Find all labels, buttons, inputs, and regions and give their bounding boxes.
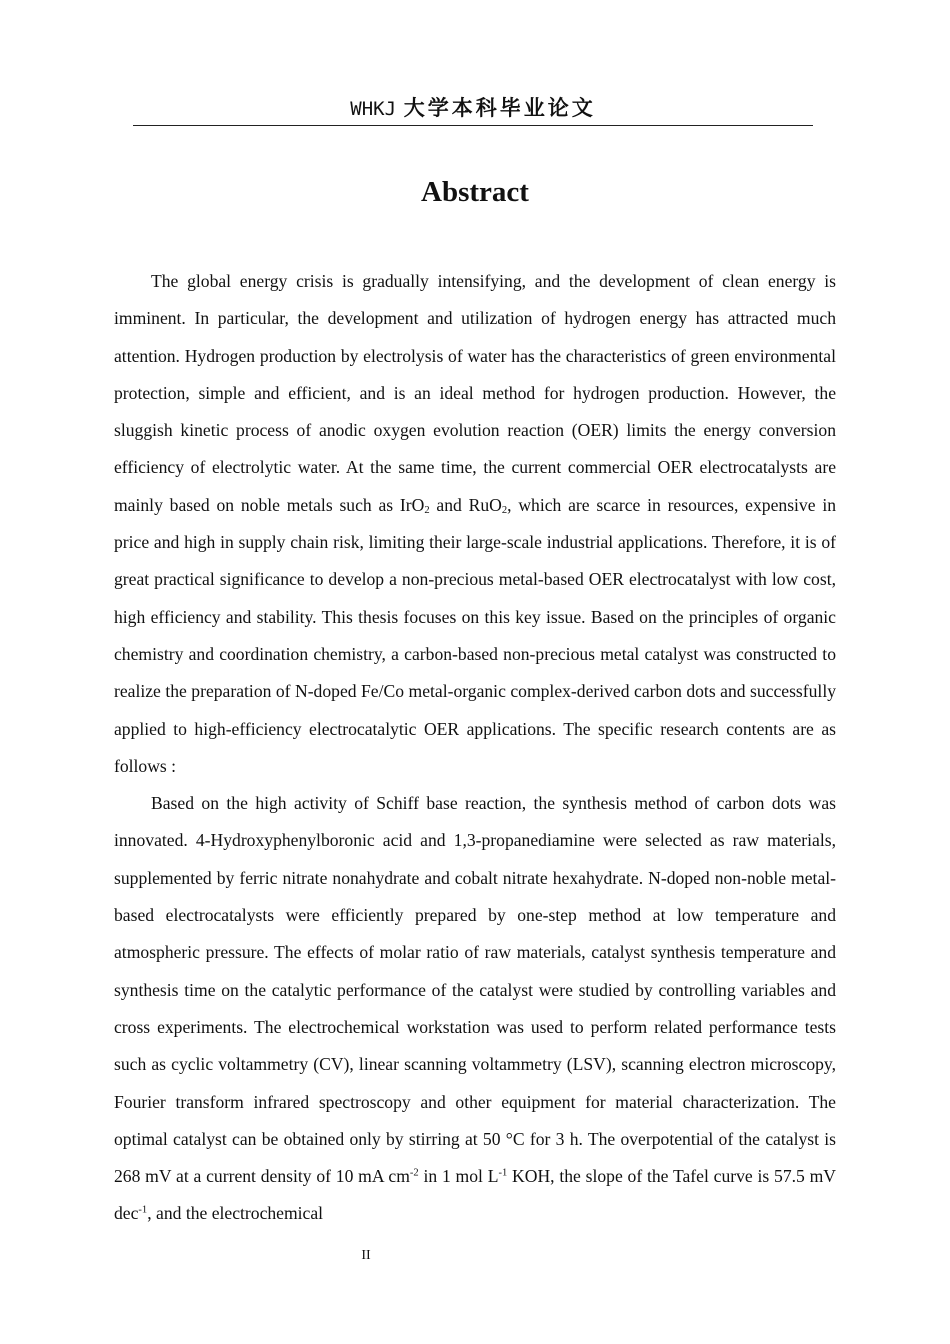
header-school: WHKJ <box>350 98 397 120</box>
header-rule <box>133 125 813 126</box>
page-title: Abstract <box>421 176 529 208</box>
superscript: -1 <box>138 1205 148 1217</box>
paragraph-text: , which are scarce in resources, expensive in price and high in supply chain risk, limiting their large-scale industrial applications. Therefore, it is of great practical significance to develop a non-precious metal-based OER electrocatalyst with low cost, high efficiency and stability. This thesis focuses on this key issue. Based on the principles of organic chemistry and coordination chemistry, a carbon-based non-precious metal catalyst was constructed to realize the preparation of N-doped Fe/Co metal-organic complex-derived carbon dots and successfully applied to high-efficiency electrocatalytic OER applications. The specific research contents are as follows : <box>114 494 836 776</box>
superscript: -1 <box>498 1167 508 1179</box>
paragraph-text: The global energy crisis is gradually intensifying, and the development of clean energy is imminent. In particular, the development and utilization of hydrogen energy has attracted much attention. Hydrogen production by electrolysis of water has the characteristics of green environmental protection, simple and efficient, and is an ideal method for hydrogen production. However, the sluggish kinetic process of anodic oxygen evolution reaction (OER) limits the energy conversion efficiency of electrolytic water. At the same time, the current commercial OER electrocatalysts are mainly based on noble metals such as IrO <box>114 271 836 515</box>
superscript: -2 <box>409 1167 419 1179</box>
abstract-paragraph-1 <box>114 263 836 785</box>
subscript: 2 <box>501 504 508 516</box>
paragraph-text: Based on the high activity of Schiff base reaction, the synthesis method of carbon dots was innovated. 4-Hydroxyphenylboronic acid and 1,3-propanediamine were selected as raw materials, supplemented by ferric nitrate nonahydrate and cobalt nitrate hexahydrate. N-doped non-noble metal-based electrocatalysts were efficiently prepared by one-step method at low temperature and atmospheric pressure. The effects of molar ratio of raw materials, catalyst synthesis temperature and synthesis time on the catalytic performance of the catalyst were studied by controlling variables and cross experiments. The electrochemical workstation was used to perform related performance tests such as cyclic voltammetry (CV), linear scanning voltammetry (LSV), scanning electron microscopy, Fourier transform infrared spectroscopy and other equipment for material characterization. The optimal catalyst can be obtained only by stirring at 50 °C for 3 h. The overpotential of the catalyst is 268 mV at a current density of 10 mA cm <box>114 793 836 1187</box>
abstract-paragraph-2 <box>114 785 836 1233</box>
subscript: 2 <box>424 504 430 516</box>
paragraph-text: KOH, the slope of the Tafel curve is 57.5 mV dec <box>114 1166 836 1224</box>
paragraph-text: and RuO <box>429 494 502 515</box>
abstract-body <box>114 263 836 1233</box>
paragraph-text: , and the electrochemical <box>147 1203 324 1224</box>
header-doc-type: 大学本科毕业论文 <box>403 95 596 120</box>
running-header <box>133 92 813 122</box>
paragraph-text: in 1 mol L <box>418 1166 499 1187</box>
page-number: II <box>361 1248 371 1263</box>
